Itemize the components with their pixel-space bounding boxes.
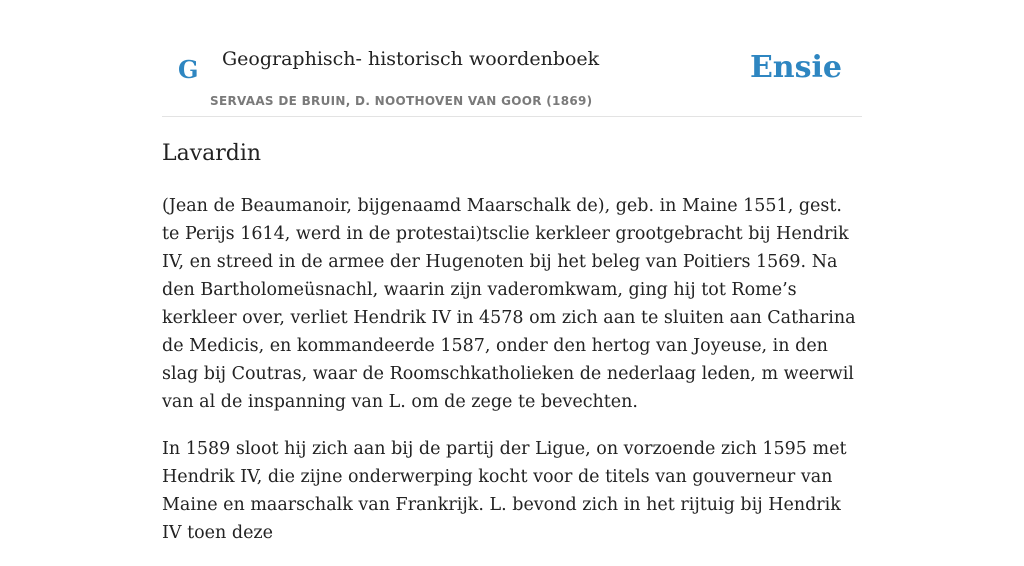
- ensie-logo[interactable]: Ensie: [749, 50, 842, 85]
- entry-paragraph: In 1589 sloot hij zich aan bij de partij der Ligue, on vorzoende zich 1595 met Hendrik IV, die zijne onderwerping kocht voor de titels van gouverneur van Maine en maarschalk van Frankrijk. L. bevond zich in het rijtuig bij Hendrik IV toen deze: [162, 439, 847, 543]
- book-header: [162, 0, 862, 117]
- entry-paragraph: (Jean de Beaumanoir, bijgenaamd Maarschalk de), geb. in Maine 1551, gest. te Perijs 1614, werd in de protestai)tsclie kerkleer grootgebracht bij Hendrik IV, en streed in de armee der Hugenoten bij het beleg van Poitiers 1569. Na den Bartholomeüsnachl, waarin zijn vaderomkwam, ging hij tot Rome’s kerkleer over, verliet Hendrik IV in 4578 om zich aan te sluiten aan Catharina de Medicis, en kommandeerde 1587, onder den hertog van Joyeuse, in den slag bij Coutras, waar de Roomschkatholieken de nederlaag leden, m weerwil van al de inspanning van L. om de zege te bevechten.: [162, 196, 856, 412]
- entry-title: Lavardin: [162, 141, 262, 166]
- book-authors: SERVAAS DE BRUIN, D. NOOTHOVEN VAN GOOR (1869): [210, 94, 593, 108]
- book-title-link[interactable]: Geographisch- historisch woordenboek: [222, 48, 600, 70]
- book-icon[interactable]: G: [178, 55, 199, 84]
- entry-body: [162, 192, 862, 566]
